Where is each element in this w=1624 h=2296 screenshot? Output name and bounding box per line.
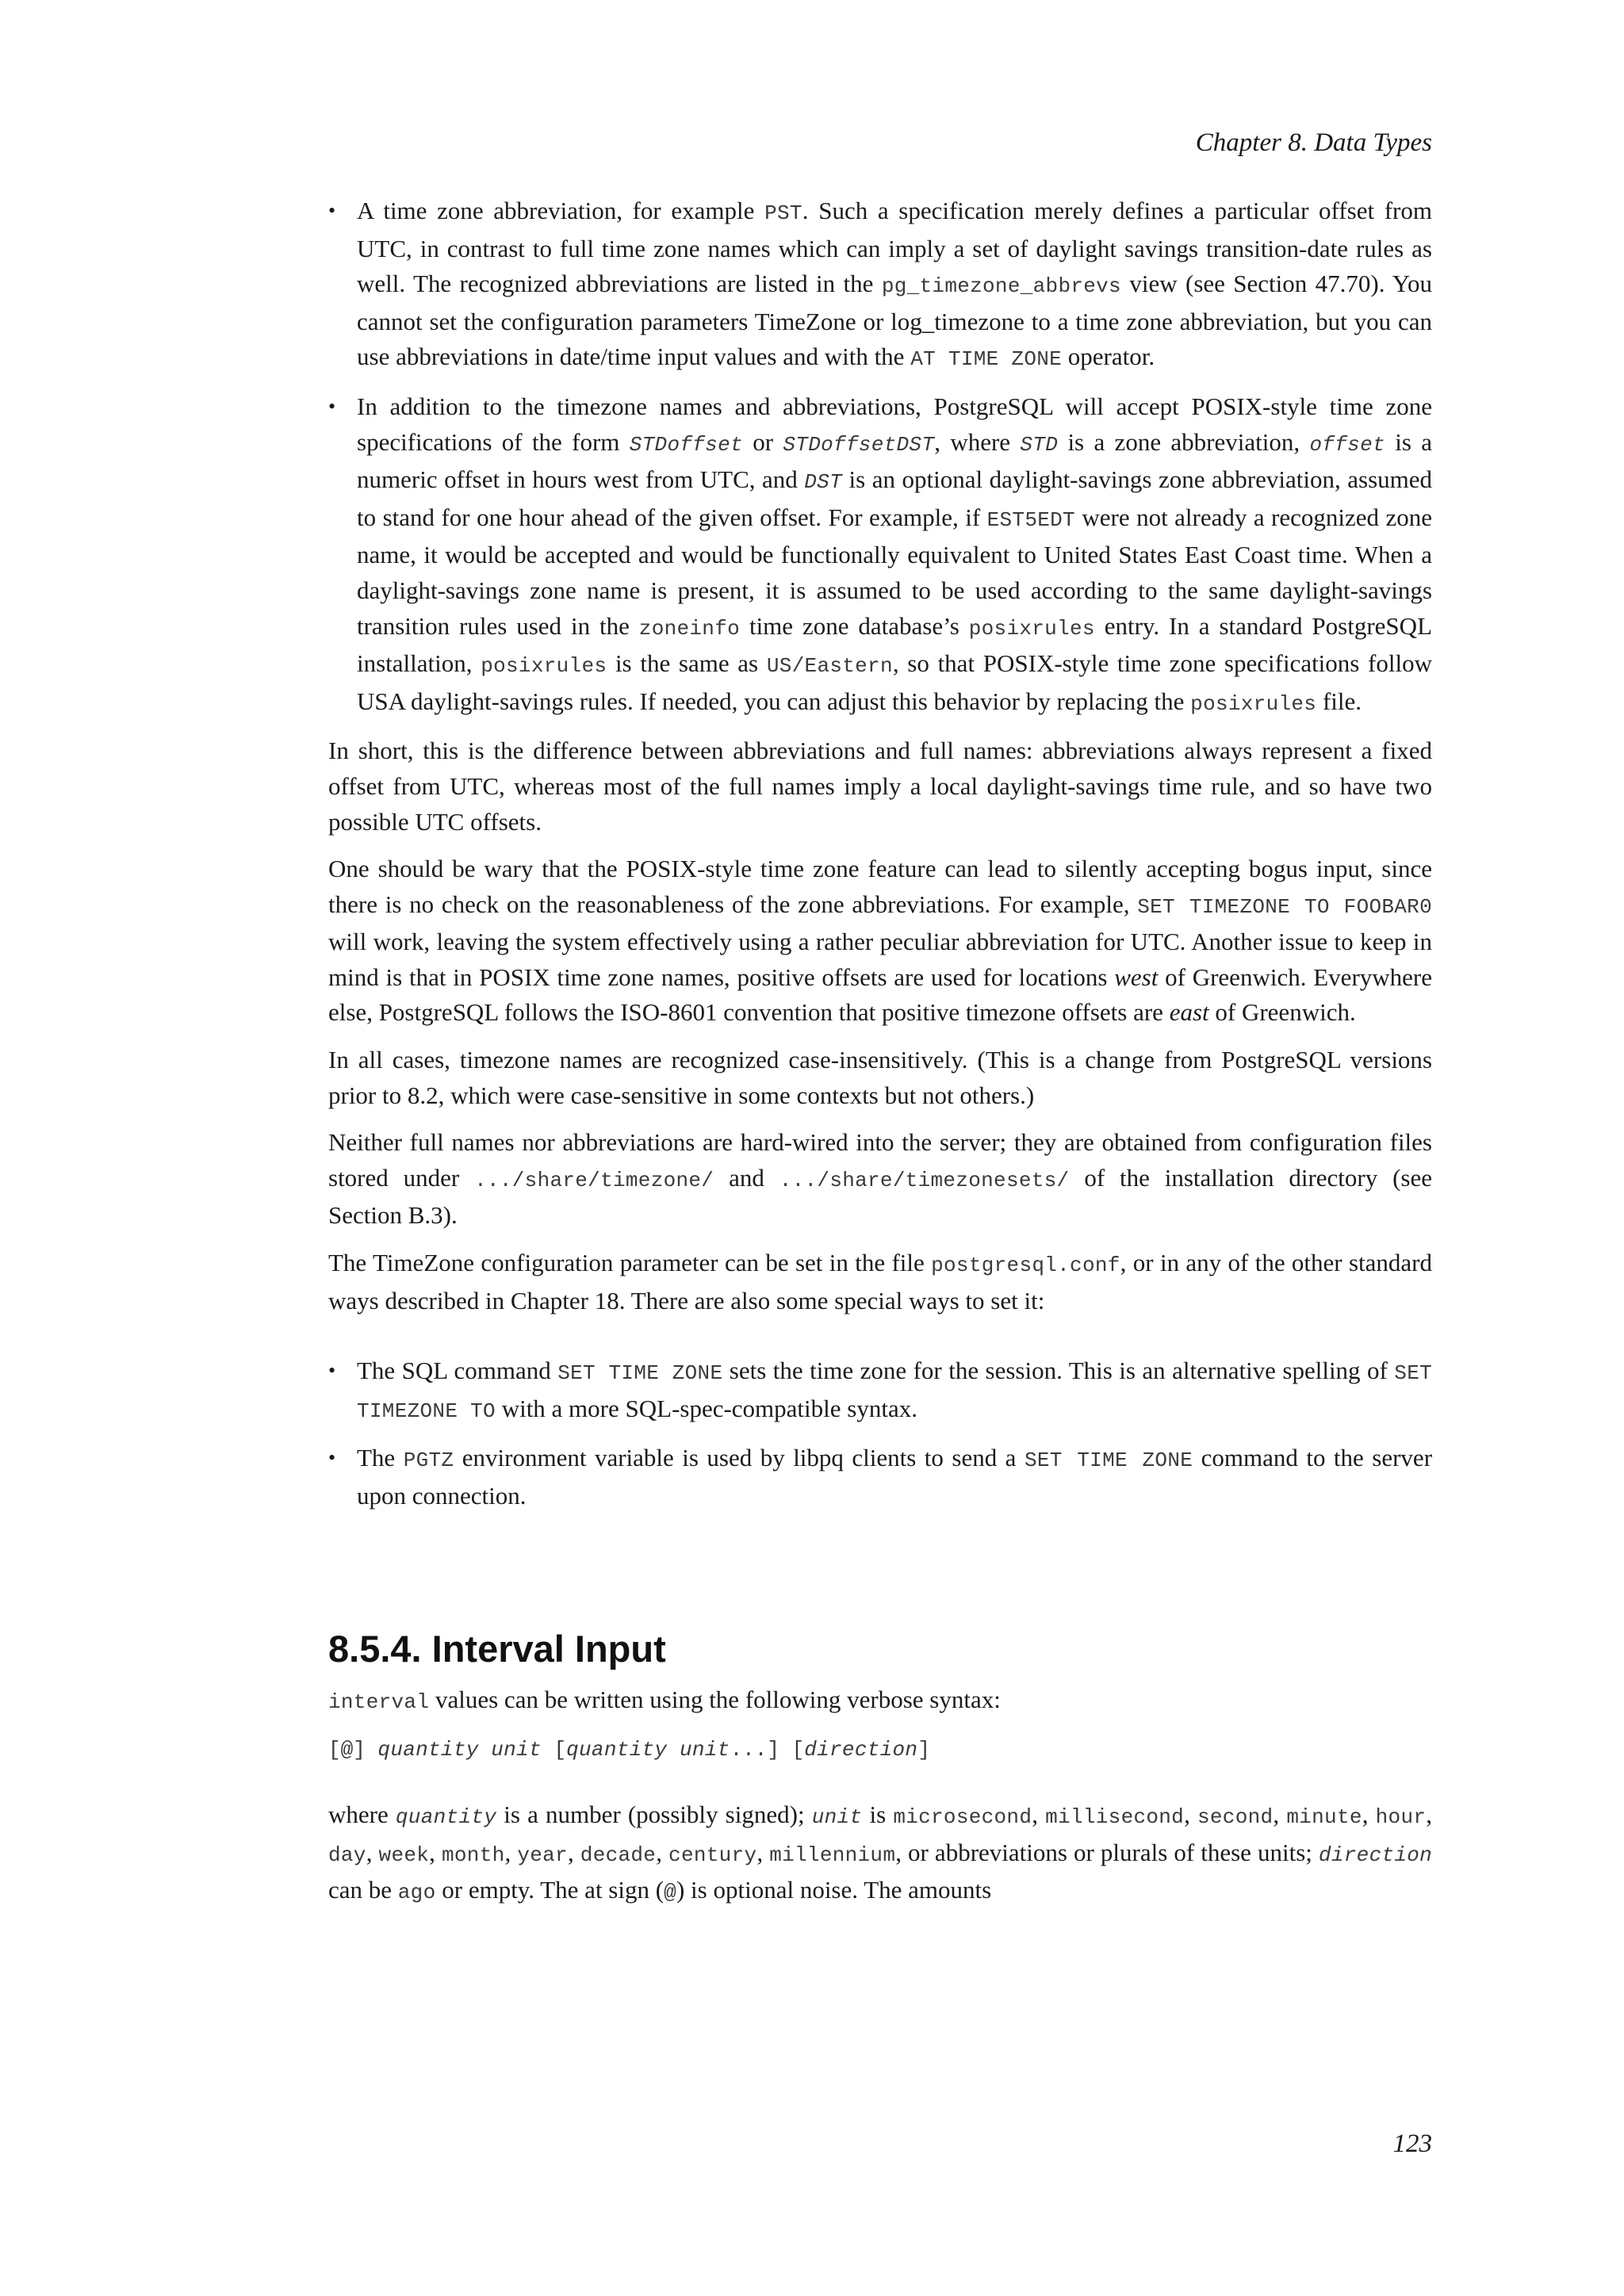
running-header: Chapter 8. Data Types [1195, 128, 1432, 157]
code-placeholder: unit [811, 1805, 863, 1830]
code-literal: @ [664, 1881, 676, 1905]
code-placeholder: direction [1318, 1843, 1433, 1867]
document-page [328, 0, 1432, 2296]
code-literal: AT TIME ZONE [910, 347, 1063, 372]
code-placeholder: offset [1309, 432, 1385, 457]
code-literal: century [668, 1843, 757, 1867]
code-literal: hour [1375, 1805, 1427, 1830]
paragraph-config-files: Neither full names nor abbreviations are hard-wired into the server; they are obtained from configuration files stored under .../share/timezone/ and .../share/timezonesets/ of the installation directory (see Section B.3). [328, 1128, 1432, 1230]
emphasis: west [1114, 962, 1159, 991]
code-literal: posixrules [1190, 691, 1317, 716]
code-literal: SET TIME ZONE [1024, 1448, 1193, 1473]
code-placeholder: unit [491, 1738, 542, 1762]
code-placeholder: direction [804, 1738, 918, 1762]
code-literal: EST5EDT [986, 507, 1075, 532]
list-item-sql-command: • The SQL command SET TIME ZONE sets the time zone for the session. This is an alternative spelling of SET TIMEZONE TO with a more SQL-spec-compatible syntax. [328, 1353, 1432, 1429]
code-literal: millisecond [1045, 1805, 1185, 1830]
interval-syntax-synopsis: [@] quantity unit [quantity unit...] [direction] [328, 1738, 930, 1762]
code-literal: second [1197, 1805, 1274, 1830]
page-content [328, 193, 1432, 1923]
emphasis: east [1169, 998, 1209, 1027]
list-item-pgtz: • The PGTZ environment variable is used by libpq clients to send a SET TIME ZONE command to the server upon connection. [328, 1441, 1432, 1513]
code-literal: posixrules [481, 654, 607, 679]
code-placeholder: DST [804, 470, 842, 495]
code-literal: minute [1286, 1805, 1362, 1830]
code-literal: year [517, 1843, 568, 1867]
code-literal: day [328, 1843, 366, 1867]
code-literal: US/Eastern [766, 654, 893, 679]
code-literal: SET TIMEZONE TO [357, 1361, 1433, 1423]
code-path: .../share/timezone/ [474, 1168, 714, 1192]
code-placeholder: unit [679, 1738, 730, 1762]
code-path: .../share/timezonesets/ [779, 1168, 1070, 1192]
code-placeholder: quantity [395, 1805, 497, 1830]
list-item-abbreviation: • A time zone abbreviation, for example PST. Such a specification merely defines a particular offset from UTC, in contrast to full time zone names which can imply a set of daylight savings transition-date rules as well. The recognized abbreviations are listed in the pg_timezone_abbrevs view (see Section 47.70). You cannot set the configuration parameters TimeZone or log_timezone to a time zone abbreviation, but you can use abbreviations in date/time input values and with the AT TIME ZONE operator. [328, 193, 1432, 377]
code-placeholder: quantity [377, 1738, 479, 1762]
code-literal: PST [764, 201, 802, 225]
code-literal: decade [580, 1843, 657, 1867]
code-literal: postgresql.conf [931, 1253, 1120, 1278]
section-heading: 8.5.4. Interval Input [328, 1627, 666, 1670]
paragraph-interval-units: where quantity is a number (possibly signed); unit is microsecond, millisecond, second, minute, hour, day, week, month, year, decade, century, millennium, or abbreviations or plurals of these units; direction can be ago or empty. The at sign (@) is optional noise. The amounts [328, 1800, 1433, 1905]
code-placeholder: STDoffsetDST [783, 432, 935, 457]
paragraph-abbreviations-vs-names: In short, this is the difference between abbreviations and full names: abbreviations always represent a fixed offset from UTC, whereas most of the full names imply a local daylight-savings time rule, and so have two possible UTC offsets. [328, 737, 1432, 836]
code-literal: pg_timezone_abbrevs [881, 274, 1121, 299]
code-literal: posixrules [968, 616, 1095, 641]
paragraph-interval-intro: interval values can be written using the following verbose syntax: [328, 1685, 1001, 1714]
paragraph-case-insensitive: In all cases, timezone names are recognized case-insensitively. (This is a change from PostgreSQL versions prior to 8.2, which were case-sensitive in some contexts but not others.) [328, 1046, 1432, 1109]
paragraph-posix-warning: One should be wary that the POSIX-style time zone feature can lead to silently accepting bogus input, since there is no check on the reasonableness of the zone abbreviations. For example, SET TIMEZONE TO FOOBAR0 will work, leaving the system effectively using a rather peculiar abbreviation for UTC. Another issue to keep in mind is that in POSIX time zone names, positive offsets are used for locations west of Greenwich. Everywhere else, PostgreSQL follows the ISO-8601 convention that positive timezone offsets are east of Greenwich. [328, 855, 1432, 1027]
timezone-spec-list [328, 193, 1432, 721]
code-literal: ago [397, 1881, 436, 1905]
code-literal: SET TIME ZONE [557, 1361, 723, 1386]
code-literal: SET TIMEZONE TO FOOBAR0 [1137, 894, 1432, 919]
code-literal: millennium [769, 1843, 896, 1867]
set-timezone-list [328, 1353, 1432, 1513]
code-placeholder: STD [1020, 432, 1059, 457]
code-literal: PGTZ [403, 1448, 454, 1473]
paragraph-timezone-parameter: The TimeZone configuration parameter can be set in the file postgresql.conf, or in any of the other standard ways described in Chapter 18. There are also some special ways to set it: [328, 1249, 1432, 1314]
code-placeholder: STDoffset [629, 432, 743, 457]
code-literal: microsecond [893, 1805, 1032, 1830]
list-item-posix-style: • In addition to the timezone names and abbreviations, PostgreSQL will accept POSIX-style time zone specifications of the form STDoffset or STDoffsetDST, where STD is a zone abbreviation, offset is a numeric offset in hours west from UTC, and DST is an optional daylight-savings zone abbreviation, assumed to stand for one hour ahead of the given offset. For example, if EST5EDT were not already a recognized zone name, it would be accepted and would be functionally equivalent to United States East Coast time. When a daylight-savings zone name is present, it is assumed to be used according to the same daylight-savings transition rules used in the zoneinfo time zone database’s posixrules entry. In a standard PostgreSQL installation, posixrules is the same as US/Eastern, so that POSIX-style time zone specifications follow USA daylight-savings rules. If needed, you can adjust this behavior by replacing the posixrules file. [328, 389, 1432, 721]
code-literal: zoneinfo [638, 616, 741, 641]
code-placeholder: quantity [566, 1738, 668, 1762]
code-literal: month [442, 1843, 505, 1867]
code-literal: interval [328, 1689, 430, 1714]
page-number: 123 [1392, 2130, 1432, 2158]
code-literal: week [378, 1843, 430, 1867]
